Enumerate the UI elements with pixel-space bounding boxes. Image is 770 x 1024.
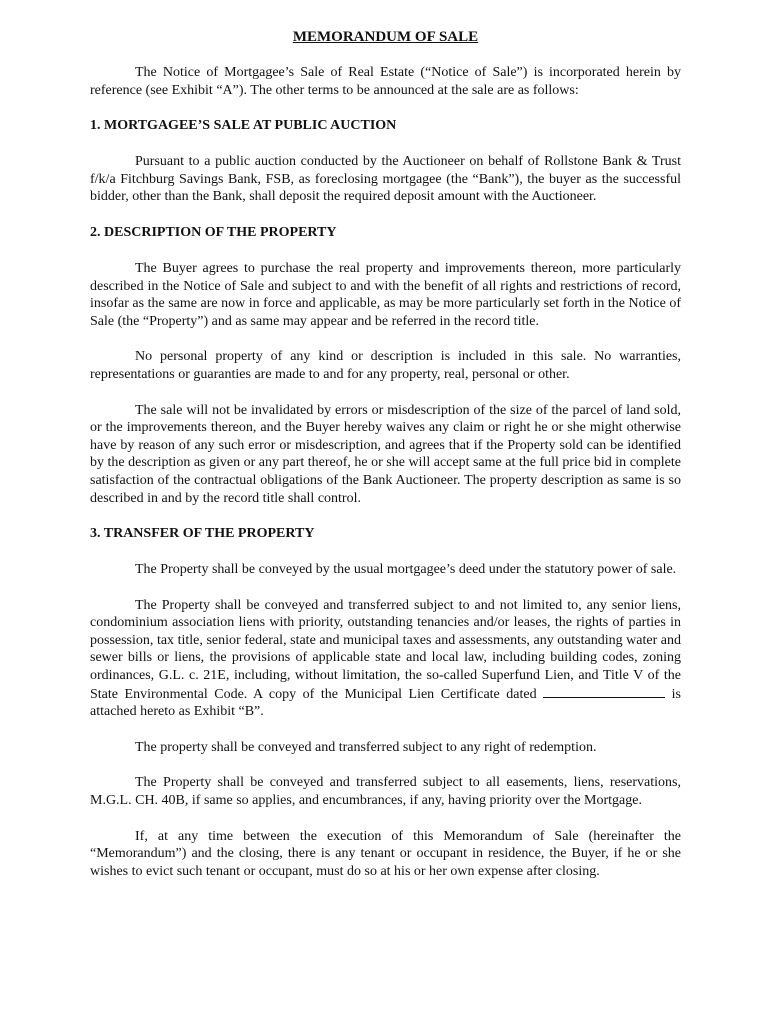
section-3-paragraph-2 xyxy=(90,597,681,721)
section-3-paragraph-2-tail: is attached hereto as Exhibit “B”. xyxy=(90,686,682,720)
section-3-paragraph-2-text: The Property shall be conveyed and transferred subject to and not limited to, any senior liens, condominium association liens with priority, outstanding tenancies and/or leases, the rights of parties in possession, tax title, senior federal, state and municipal taxes and assessments, any outstanding water and sewer bills or liens, the provisions of applicable state and local law, including building codes, zoning ordinances, G.L. c. 21E, including, without limitation, the so-called Superfund Lien, and Title V of the State Environmental Code. A copy of the Municipal Lien Certificate dated xyxy=(90,597,681,702)
document-page xyxy=(90,28,681,898)
section-3-paragraph-4: The Property shall be conveyed and transferred subject to all easements, liens, reservations, M.G.L. CH. 40B, if same so applies, and encumbrances, if any, having priority over the Mortgage. xyxy=(90,775,681,809)
section-2-paragraph-2: No personal property of any kind or description is included in this sale. No warranties, representations or guaranties are made to and for any property, real, personal or other. xyxy=(90,349,681,382)
section-2-paragraph-1: The Buyer agrees to purchase the real property and improvements thereon, more particularly described in the Notice of Sale and subject to and with the benefit of all rights and restrictions of record, insofar as the same are now in force and applicable, as may be more particularly set forth in the Notice of Sale (the “Property”) and as same may appear and be referred in the record title. xyxy=(90,260,681,329)
section-3-paragraph-5: If, at any time between the execution of this Memorandum of Sale (hereinafter the “Memorandum”) and the closing, there is any tenant or occupant in residence, the Buyer, if he or she wishes to evict such tenant or occupant, must do so at his or her own expense after closing. xyxy=(90,828,681,879)
document-title: MEMORANDUM OF SALE xyxy=(292,29,479,45)
lien-certificate-date-blank[interactable] xyxy=(543,685,665,698)
section-heading-transfer: 3. TRANSFER OF THE PROPERTY xyxy=(90,526,315,542)
section-3-paragraph-3: The property shall be conveyed and transferred subject to any right of redemption. xyxy=(135,739,597,755)
section-2-paragraph-3: The sale will not be invalidated by errors or misdescription of the size of the parcel of land sold, or the improvements thereon, and the Buyer hereby waives any claim or right he or she might otherwise have by reason of any such error or misdescription, and agrees that if the Property sold can be identified by the description as given or any part thereof, he or she will accept same at the full price bid in complete satisfaction of the contractual obligations of the Bank Auctioneer. The property description as same is so described in and by the record title shall control. xyxy=(90,402,681,506)
section-1-paragraph-1: Pursuant to a public auction conducted by the Auctioneer on behalf of Rollstone Bank & Trust f/k/a Fitchburg Savings Bank, FSB, as foreclosing mortgagee (the “Bank”), the buyer as the successful bidder, other than the Bank, shall deposit the required deposit amount with the Auctioneer. xyxy=(90,154,681,205)
section-3-paragraph-1: The Property shall be conveyed by the usual mortgagee’s deed under the statutory power of sale. xyxy=(135,562,677,578)
intro-paragraph: The Notice of Mortgagee’s Sale of Real Estate (“Notice of Sale”) is incorporated herein by reference (see Exhibit “A”). The other terms to be announced at the sale are as follows: xyxy=(90,65,681,98)
section-heading-mortgagee-sale: 1. MORTGAGEE’S SALE AT PUBLIC AUCTION xyxy=(90,118,397,134)
section-heading-description: 2. DESCRIPTION OF THE PROPERTY xyxy=(90,224,337,240)
